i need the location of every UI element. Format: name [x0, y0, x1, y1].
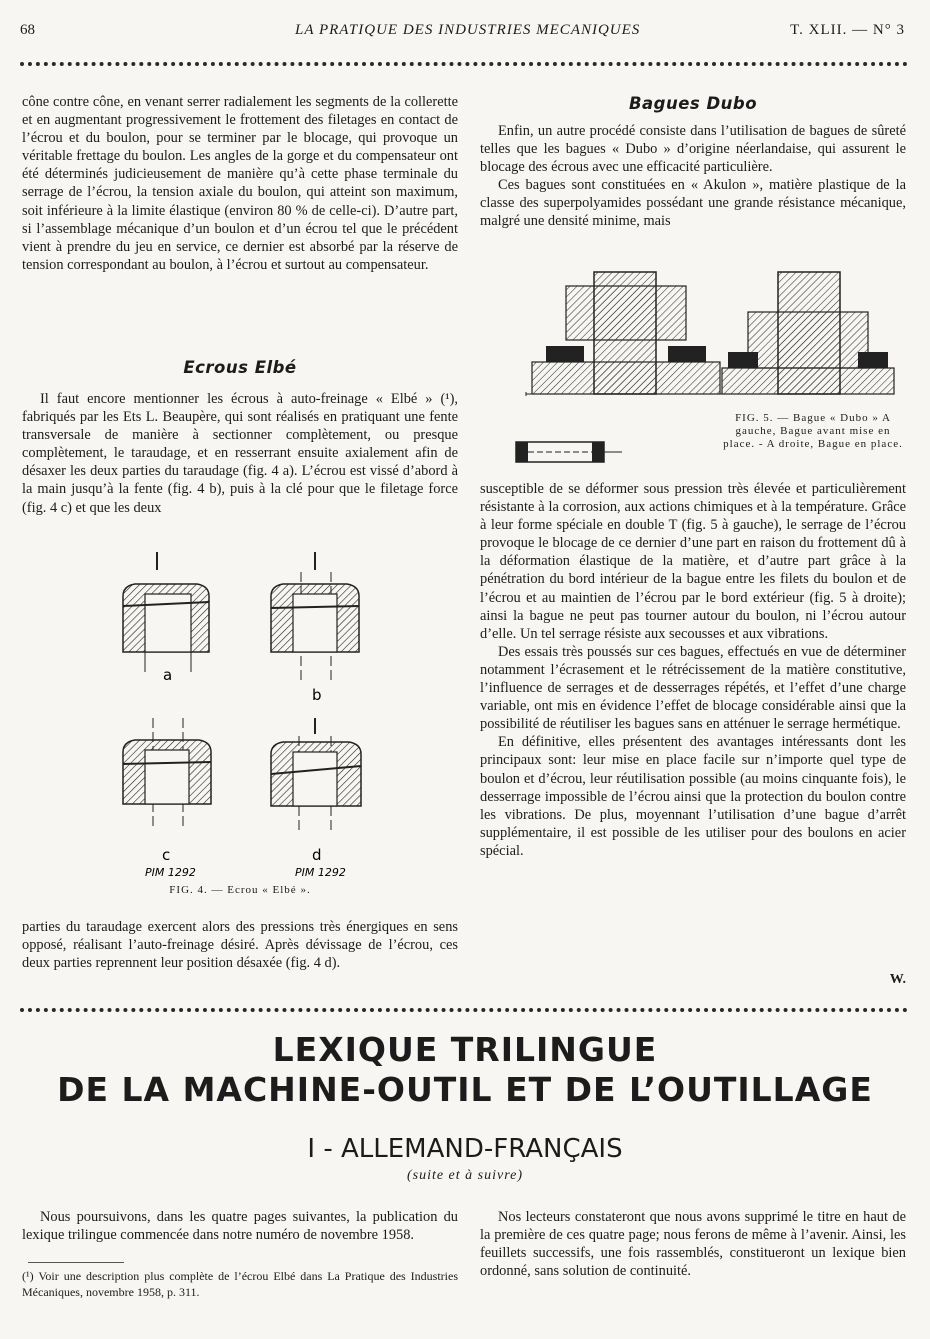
left-column [22, 93, 458, 274]
lexique-title-line-1: LEXIQUE TRILINGUE [272, 1030, 658, 1069]
journal-title: LA PRATIQUE DES INDUSTRIES MECANIQUES [295, 22, 641, 38]
dubo-paragraph-2: Ces bagues sont constituées en « Akulon », matière plastique de la classe des superpolyamides possédant une grande résistance mécanique, malgré une densité minime, mais [480, 177, 906, 230]
section-heading-dubo: Bagues Dubo [628, 94, 758, 113]
footnote-rule [28, 1262, 124, 1263]
closing-paragraph: parties du taraudage exercent alors des pressions très énergiques en sens opposé, réalisant l’auto-freinage désiré. Après dévissage de l’écrou, ces deux parties reprennent leur position désaxée (fig. 4 d). [22, 919, 458, 972]
closing-text [22, 918, 458, 972]
lexique-part-title: I - ALLEMAND-FRANÇAIS [307, 1134, 623, 1164]
figure-4d-nut [271, 718, 361, 830]
footnote: (¹) Voir une description plus complète de l’écrou Elbé dans La Pratique des Industries Mécaniques, novembre 1958, p. 311. [22, 1269, 458, 1299]
issue-number: T. XLII. — N° 3 [790, 22, 905, 38]
elbe-text [22, 390, 458, 517]
dubo-body [480, 480, 906, 860]
section-rule [20, 1008, 908, 1012]
figure-4c-ref: PIM 1292 [145, 866, 196, 879]
figure-4-caption: FIG. 4. — Ecrou « Elbé ». [169, 884, 311, 896]
figure-5-caption: FIG. 5. — Bague « Dubo » A gauche, Bague avant mise en place. - A droite, Bague en place. [723, 412, 903, 450]
figure-5-right-assembly [722, 272, 894, 394]
figure-5-ring [516, 442, 622, 462]
dubo-paragraph-1: Enfin, un autre procédé consiste dans l’utilisation de bagues de sûreté telles que les bagues « Dubo » d’origine néerlandaise, qui assurent le blocage des écrous avec une efficacité particulière. [480, 123, 906, 176]
lexique-title-line-2: DE LA MACHINE-OUTIL ET DE L’OUTILLAGE [57, 1070, 873, 1109]
author-signature: W. [889, 972, 906, 987]
figure-4-drawing [105, 548, 385, 896]
figure-4d-ref: PIM 1292 [295, 866, 346, 879]
dubo-intro [480, 122, 906, 231]
figure-4b-nut [271, 552, 359, 680]
page-number: 68 [20, 22, 35, 38]
figure-4c-nut [123, 718, 211, 830]
lexique-subtitle: (suite et à suivre) [406, 1168, 524, 1183]
dubo-paragraph-4: Des essais très poussés sur ces bagues, effectués en vue de déterminer notamment l’écrasement et le rétrécissement de la matière constitutive, l’influence de serrages et de desserrages répétés, et l’effet d’une charge variable, ont mis en évidence l’effet de blocage considérable ainsi que la possibilité de réutiliser les bagues sans en atténuer le serrage hermétique. [480, 643, 906, 733]
figure-4a-nut [123, 552, 209, 672]
header-rule [20, 62, 908, 66]
intro-paragraph: cône contre cône, en venant serrer radialement les segments de la collerette et en augmentant progressivement le frottement des filetages en contact de l’écrou et du boulon, pour se terminer par le blocage, qui provoque un véritable frettage du boulon. Les angles de la gorge et du compensateur ont été déterminés judicieusement de manière qu’à cette phase terminale du serrage de l’écrou, la tension axiale du boulon, qui atteint son maximum, soit inférieure à la limite élastique (environ 80 % de celle-ci). D’autre part, si l’assemblage mécanique d’un boulon et d’un écrou tel que le précédent vient à prendre du jeu en service, ce dernier est absorbé par la réserve de tension correspondant au boulon, à l’écrou et surtout au compensateur. [22, 94, 458, 273]
dubo-paragraph-3: susceptible de se déformer sous pression très élevée et particulièrement résistante à la corrosion, aux actions chimiques et à la température. Grâce à leur forme spéciale en double T (fig. 5 à gauche), le serrage de l’écrou provoque le blocage de ce dernier d’une part en raison du frottement dû à la déformation élastique de la matière, et d’autre part grâce à la pénétration du bord intérieur de la bague entre les filets du boulon et de l’écrou et au maintien de l’écrou par le bord extérieur (fig. 5 à droite); ainsi la bague ne peut pas tourner autour du boulon, ni l’écrou autour d’elle. Un tel serrage résiste aux secousses et aux vibrations. [480, 481, 906, 642]
lexique-right-text [480, 1208, 906, 1280]
section-heading-elbe: Ecrous Elbé [183, 358, 297, 377]
dubo-paragraph-5: En définitive, elles présentent des avantages intéressants dont les principaux sont: leur mise en place facile sur n’importe quel type de boulon et d’écrou, leur réutilisation possible (au moins cinquante fois), le desserrage impossible de l’écrou ainsi que la protection du boulon contre les vibrations. De plus, moyennant l’utilisation d’une bague d’arrêt supplémentaire, il est possible de les utiliser pour des boulons en acier spécial. [480, 734, 906, 859]
elbe-paragraph: Il faut encore mentionner les écrous à auto-freinage « Elbé » (¹), fabriqués par les Ets L. Beaupère, qui sont réalisés en pratiquant une fente transversale de manière à sectionner complètement, ou presque complètement, le taraudage, et en resserrant ensuite axialement afin de désaxer les deux parties du taraudage (fig. 4 a). L’écrou est vissé d’abord à la main jusqu’à la fente (fig. 4 b), puis à la clé pour que le filetage force (fig. 4 c) et que les deux [22, 391, 458, 516]
figure-4b-label: b [312, 686, 322, 704]
lexique-left-text [22, 1208, 458, 1244]
figure-5-left-assembly [532, 272, 720, 394]
lexique-intro: Nous poursuivons, dans les quatre pages suivantes, la publication du lexique trilingue commencée dans notre numéro de novembre 1958. [22, 1209, 458, 1244]
lexique-note: Nos lecteurs constateront que nous avons supprimé le titre en haut de la première de ces quatre page; nous ferons de même à l’avenir. Ainsi, les feuillets successifs, une fois rassemblés, constitueront un lexique bien ordonné, sans solution de continuité. [480, 1209, 906, 1280]
figure-4c-label: c [162, 846, 171, 864]
figure-4a-label: a [163, 666, 173, 684]
figure-4d-label: d [312, 846, 322, 864]
page-header [20, 22, 910, 46]
figure-4 [105, 548, 385, 896]
